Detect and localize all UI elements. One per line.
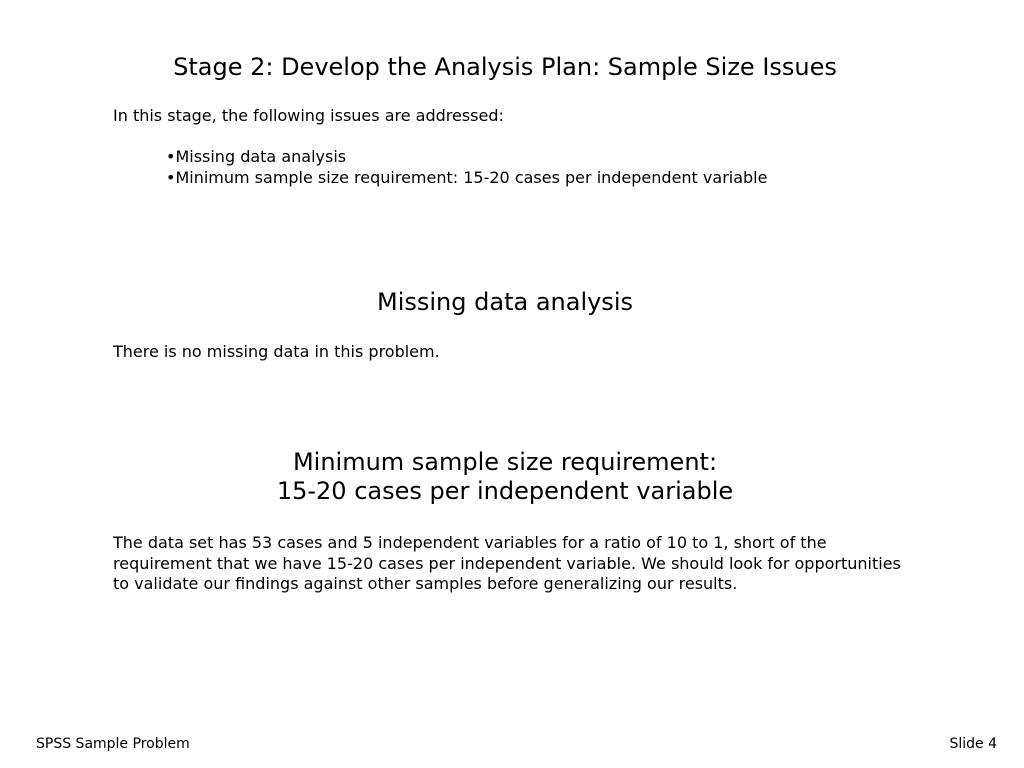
sample-size-heading — [0, 448, 1010, 506]
missing-data-text: There is no missing data in this problem. — [113, 342, 440, 361]
sample-size-heading-line2: 15-20 cases per independent variable — [276, 477, 734, 505]
footer-title: SPSS Sample Problem — [36, 736, 190, 752]
bullet-item-missing-data: • Missing data analysis — [166, 147, 767, 168]
sample-size-paragraph: The data set has 53 cases and 5 independent variables for a ratio of 10 to 1, short of the requirement that we have 15-20 cases per independent variable. We should look for opportunities to validate our findings against other samples before generalizing our results. — [113, 533, 901, 593]
intro-text: In this stage, the following issues are addressed: — [113, 106, 504, 125]
sample-size-heading-line1: Minimum sample size requirement: — [292, 448, 718, 476]
bullet-item-minimum-sample-size: • Minimum sample size requirement: 15-20 cases per independent variable — [166, 168, 767, 189]
slide-title: Stage 2: Develop the Analysis Plan: Sample Size Issues — [173, 53, 837, 81]
missing-data-heading: Missing data analysis — [377, 288, 633, 316]
issues-bullet-list — [166, 147, 767, 188]
slide-number: Slide 4 — [949, 736, 997, 752]
